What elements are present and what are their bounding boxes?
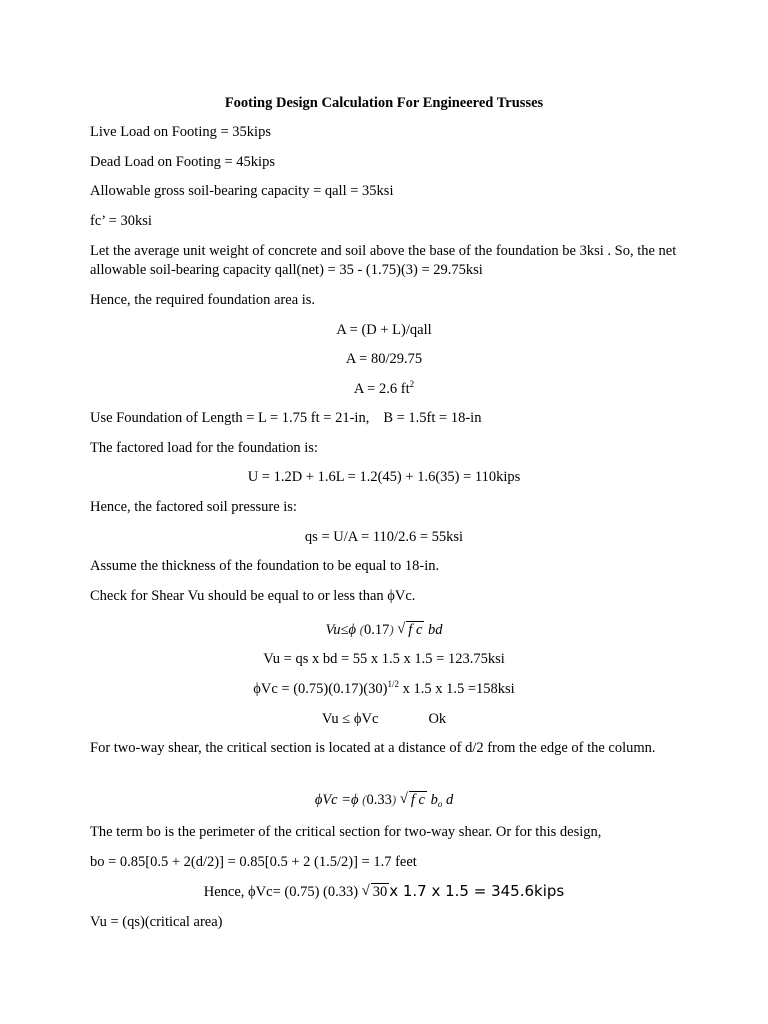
two-way-subscript: o bbox=[437, 799, 443, 809]
bo-term-line: The term bo is the perimeter of the critical section for two-way shear. Or for this design, bbox=[90, 824, 602, 840]
phivc-root-value: 30 bbox=[372, 884, 388, 900]
equation-area-formula: A = (D + L)/qall bbox=[336, 322, 432, 338]
unit-weight-paragraph: Let the average unit weight of concrete and soil above the base of the foundation be 3ksi . So, the net allowable soil-bearing capacity qall(net) = 35 - (1.75)(3) = 29.75ksi bbox=[90, 243, 677, 278]
sqrt-symbol: √ f c bbox=[399, 791, 425, 808]
equation-area-result bbox=[0, 380, 768, 399]
live-load-line: Live Load on Footing = 35kips bbox=[90, 124, 271, 140]
area-result-text: A = 2.6 ft bbox=[353, 381, 410, 397]
thickness-line: Assume the thickness of the foundation to be equal to 18-in. bbox=[90, 558, 440, 574]
equation-soil-pressure: qs = U/A = 110/2.6 = 55ksi bbox=[304, 529, 464, 545]
sqrt-symbol: √ f c bbox=[397, 621, 423, 638]
equation-shear-formula: Vu≤ϕ (0.17) √ f c bd bbox=[325, 621, 443, 638]
two-way-d: d bbox=[445, 792, 454, 808]
equation-check bbox=[0, 710, 768, 729]
shear-root-term: f c bbox=[408, 622, 423, 638]
two-way-root-term: f c bbox=[410, 792, 425, 808]
shear-coefficient: 0.17 bbox=[363, 622, 390, 638]
equation-factored-load: U = 1.2D + 1.6L = 1.2(45) + 1.6(35) = 110kips bbox=[247, 469, 521, 485]
equation-vu: Vu = qs x bd = 55 x 1.5 x 1.5 = 123.75ksi bbox=[263, 651, 505, 667]
factored-load-line: The factored load for the foundation is: bbox=[90, 440, 318, 456]
phivc-two-way-a: Hence, ϕVc= (0.75) (0.33) bbox=[203, 884, 359, 900]
foundation-dimensions-line bbox=[90, 409, 481, 428]
area-exponent: 2 bbox=[409, 379, 415, 389]
dead-load-line: Dead Load on Footing = 45kips bbox=[90, 154, 275, 170]
equation-two-way-shear: ϕVc =ϕ (0.33) √ f c $b_o$ d bbox=[314, 791, 454, 809]
foundation-width: B = 1.5ft = 18-in bbox=[383, 410, 482, 426]
sqrt-symbol: √ 30 bbox=[361, 883, 388, 900]
equation-phivc-two-way bbox=[0, 882, 768, 902]
check-result: Ok bbox=[428, 711, 447, 727]
foundation-length: Use Foundation of Length = L = 1.75 ft = 21-in, bbox=[90, 410, 370, 426]
vu-critical-area-line: Vu = (qs)(critical area) bbox=[90, 914, 223, 930]
two-way-coefficient: 0.33 bbox=[366, 792, 392, 808]
document-title: Footing Design Calculation For Engineered Trusses bbox=[224, 95, 544, 111]
phivc-two-way-b: x 1.7 x 1.5 = 345.6kips bbox=[389, 882, 565, 900]
equation-phivc bbox=[0, 680, 768, 699]
phivc-part-a: ϕVc = (0.75)(0.17)(30) bbox=[253, 681, 388, 697]
shear-tail: bd bbox=[428, 622, 443, 638]
phivc-exponent: 1/2 bbox=[387, 679, 399, 689]
two-way-lhs: ϕVc =ϕ bbox=[314, 792, 359, 808]
shear-check-line: Check for Shear Vu should be equal to or less than ϕVc. bbox=[90, 588, 416, 604]
shear-lhs: Vu≤ϕ bbox=[325, 622, 356, 638]
fc-line: fc’ = 30ksi bbox=[90, 213, 152, 229]
phivc-part-b: x 1.5 x 1.5 =158ksi bbox=[398, 681, 515, 697]
bo-equation-line: bo = 0.85[0.5 + 2(d/2)] = 0.85[0.5 + 2 (1.5/2)] = 1.7 feet bbox=[90, 854, 417, 870]
factored-pressure-line: Hence, the factored soil pressure is: bbox=[90, 499, 297, 515]
check-condition: Vu ≤ ϕVc bbox=[321, 711, 379, 727]
equation-area-values: A = 80/29.75 bbox=[345, 351, 423, 367]
two-way-shear-paragraph: For two-way shear, the critical section is located at a distance of d/2 from the edge of the column. bbox=[90, 740, 656, 756]
two-way-b: b bbox=[430, 792, 438, 808]
allowable-capacity-line: Allowable gross soil-bearing capacity = qall = 35ksi bbox=[90, 183, 394, 199]
required-area-line: Hence, the required foundation area is. bbox=[90, 292, 316, 308]
